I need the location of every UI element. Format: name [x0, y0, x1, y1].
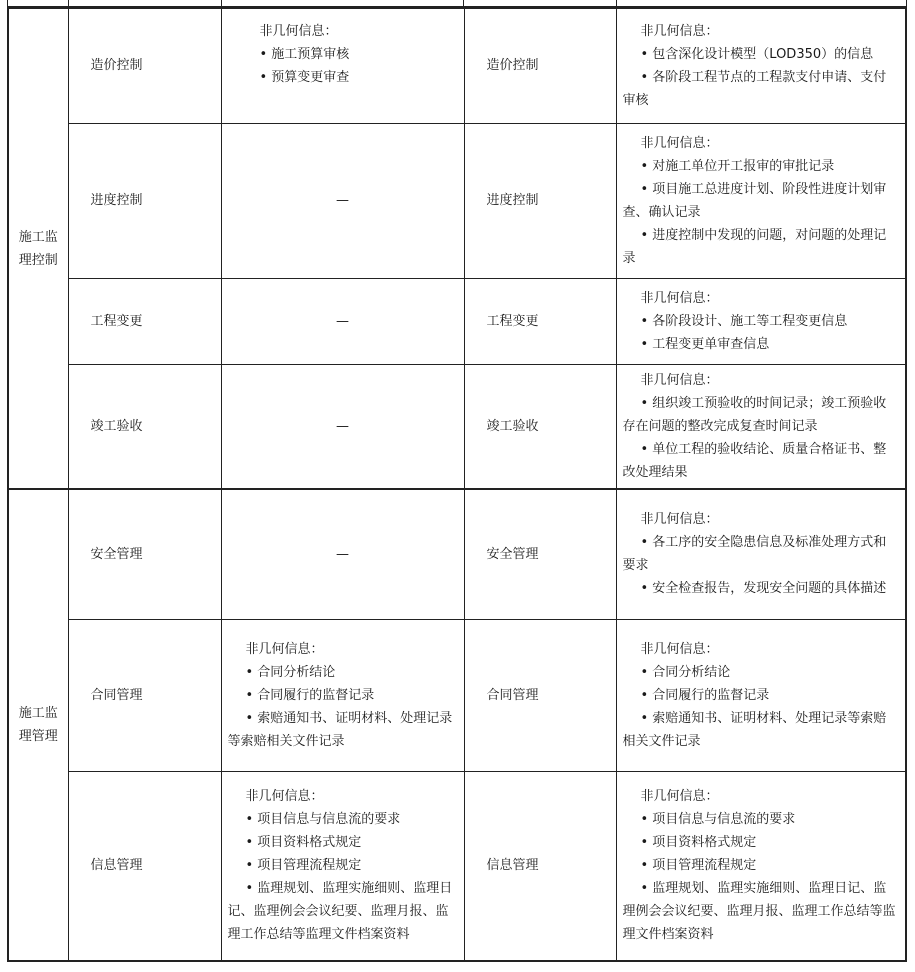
info-line: • 对施工单位开工报审的审批记录	[640, 158, 835, 174]
info-line: • 各阶段工程节点的工程款支付申请、支付审核	[622, 69, 887, 108]
model-info-cell	[616, 364, 906, 490]
model-info-cell	[616, 8, 906, 123]
info-line: • 项目资料格式规定	[245, 835, 362, 851]
model-info-cell	[616, 489, 906, 619]
empty-dash: —	[221, 278, 464, 364]
info-line: • 安全检查报告，发现安全问题的具体描述	[640, 581, 887, 597]
model-info-cell	[616, 619, 906, 771]
category-label: 施工监 理管理	[18, 706, 58, 744]
bim-info-cell	[221, 8, 464, 123]
info-line: • 施工预算审核	[259, 46, 350, 62]
info-line: • 项目管理流程规定	[245, 858, 362, 874]
item-cell: 合同管理	[68, 619, 221, 771]
model-info-cell	[616, 771, 906, 961]
empty-dash: —	[221, 489, 464, 619]
info-line: • 监理规划、监理实施细则、监理日记、监理例会会议纪要、监理月报、监理工作总结等监理文件档案资料	[227, 881, 453, 943]
item-cell: 竣工验收	[464, 364, 616, 490]
info-header: 非几何信息：	[640, 290, 719, 306]
item-cell: 造价控制	[464, 8, 616, 123]
info-line: • 索赔通知书、证明材料、处理记录等索赔相关文件记录	[622, 710, 887, 749]
info-header: 非几何信息：	[245, 789, 324, 805]
info-line: • 各阶段设计、施工等工程变更信息	[640, 313, 848, 329]
table-row	[8, 771, 906, 961]
info-header: 非几何信息：	[640, 641, 719, 657]
info-line: • 合同履行的监督记录	[245, 687, 375, 703]
info-line: • 监理规划、监理实施细则、监理日记、监理例会会议纪要、监理月报、监理工作总结等监理文件档案资料	[622, 881, 896, 943]
info-line: • 合同履行的监督记录	[640, 687, 770, 703]
item-cell: 工程变更	[68, 278, 221, 364]
table-row	[8, 123, 906, 278]
bim-info-cell	[221, 771, 464, 961]
table-construction-supervision-management	[7, 488, 907, 962]
table-row	[8, 8, 906, 123]
item-cell: 竣工验收	[68, 364, 221, 490]
category-cell	[8, 8, 68, 490]
table-row	[8, 619, 906, 771]
info-line: • 预算变更审查	[259, 69, 350, 85]
category-cell	[8, 489, 68, 961]
info-line: • 项目信息与信息流的要求	[640, 812, 796, 828]
info-line: • 项目施工总进度计划、阶段性进度计划审查、确认记录	[622, 181, 887, 220]
info-line: • 组织竣工预验收的时间记录；竣工预验收存在问题的整改完成复查时间记录	[622, 396, 887, 435]
info-line: • 包含深化设计模型（LOD350）的信息	[640, 46, 874, 62]
item-cell: 工程变更	[464, 278, 616, 364]
info-header: 非几何信息：	[640, 135, 719, 151]
item-cell: 安全管理	[464, 489, 616, 619]
table-row	[8, 364, 906, 490]
model-info-cell	[616, 278, 906, 364]
info-line: • 进度控制中发现的问题，对问题的处理记录	[622, 227, 887, 266]
item-cell: 信息管理	[68, 771, 221, 961]
info-line: • 合同分析结论	[640, 664, 731, 680]
item-cell: 合同管理	[464, 619, 616, 771]
table-row	[8, 278, 906, 364]
model-info-cell	[616, 123, 906, 278]
info-header: 非几何信息：	[640, 373, 719, 389]
item-cell: 信息管理	[464, 771, 616, 961]
info-line: • 合同分析结论	[245, 664, 336, 680]
info-header: 非几何信息：	[640, 789, 719, 805]
item-cell: 安全管理	[68, 489, 221, 619]
item-cell: 进度控制	[68, 123, 221, 278]
top-cut-row	[7, 0, 907, 7]
info-line: • 项目管理流程规定	[640, 858, 757, 874]
info-header: 非几何信息：	[640, 23, 719, 39]
item-cell: 进度控制	[464, 123, 616, 278]
empty-dash: —	[221, 364, 464, 490]
empty-dash: —	[221, 123, 464, 278]
info-line: • 各工序的安全隐患信息及标准处理方式和要求	[622, 535, 887, 574]
info-header: 非几何信息：	[259, 23, 338, 39]
info-header: 非几何信息：	[640, 512, 719, 528]
info-line: • 工程变更单审查信息	[640, 336, 770, 352]
item-cell: 造价控制	[68, 8, 221, 123]
info-line: • 项目资料格式规定	[640, 835, 757, 851]
info-header: 非几何信息：	[245, 641, 324, 657]
info-line: • 项目信息与信息流的要求	[245, 812, 401, 828]
table-row	[8, 489, 906, 619]
info-line: • 索赔通知书、证明材料、处理记录等索赔相关文件记录	[227, 710, 453, 749]
table-construction-supervision-control	[7, 7, 907, 491]
category-label: 施工监 理控制	[18, 230, 58, 268]
bim-info-cell	[221, 619, 464, 771]
info-line: • 单位工程的验收结论、质量合格证书、整改处理结果	[622, 442, 887, 481]
